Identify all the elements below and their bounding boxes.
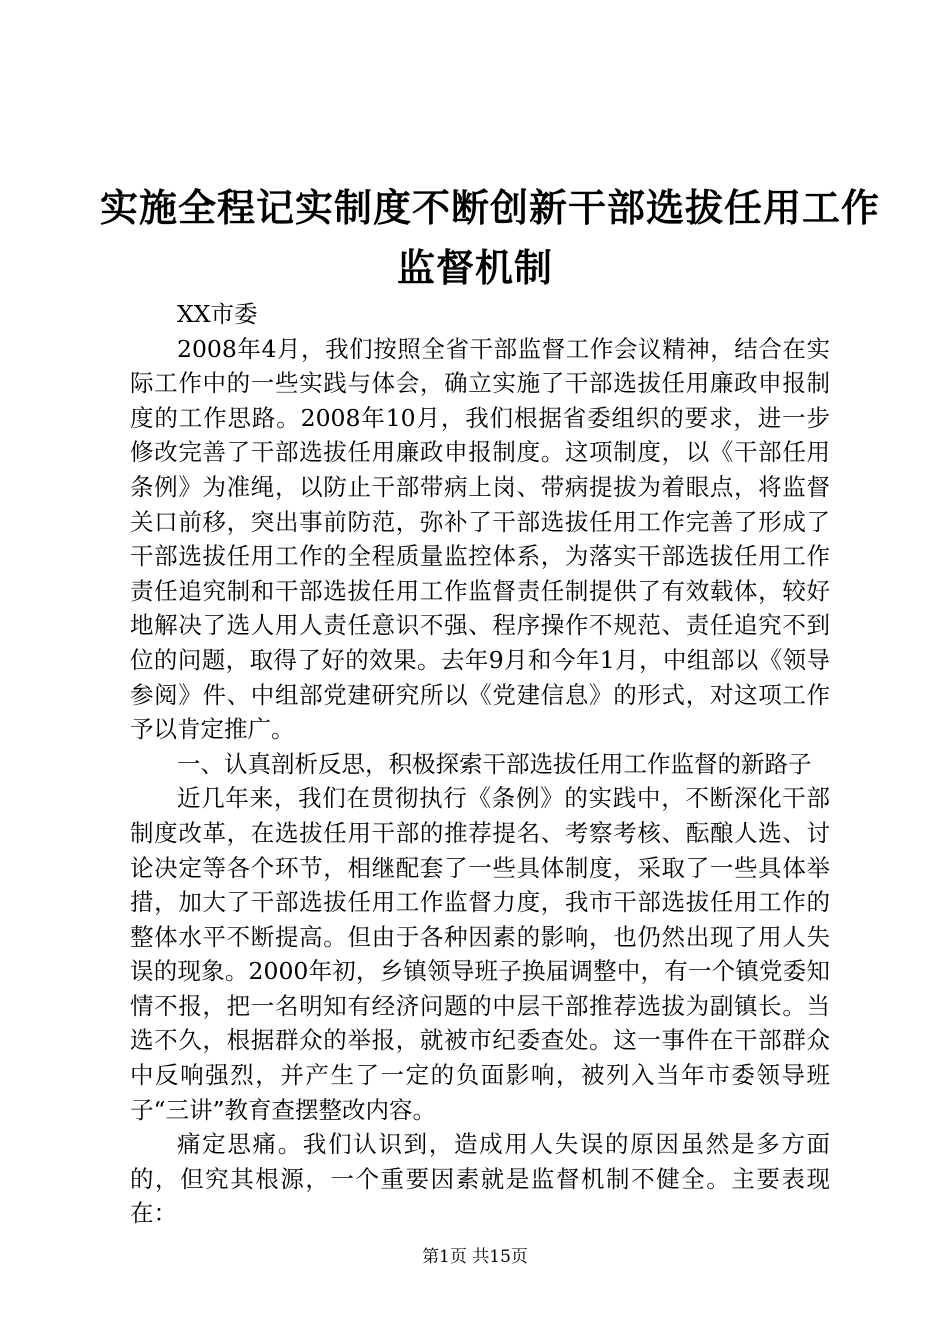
page-footer: 第1页 共15页: [422, 1247, 528, 1267]
paragraph-1: 2008年4月，我们按照全省干部监督工作会议精神，结合在实际工作中的一些实践与体会，确立实施了干部选拔任用廉政申报制度的工作思路。2008年10月，我们根据省委组织的要求，进一步修改完善了干部选拔任用廉政申报制度。这项制度，以《干部任用条例》为准绳，以防止干部带病上岗、带病提拔为着眼点，将监督关口前移，突出事前防范，弥补了干部选拔任用工作完善了形成了干部选拔任用工作的全程质量监控体系，为落实干部选拔任用工作责任追究制和干部选拔任用工作监督责任制提供了有效载体，较好地解决了选人用人责任意识不强、程序操作不规范、责任追究不到位的问题，取得了好的效果。去年9月和今年1月，中组部以《领导参阅》件、中组部党建研究所以《党建信息》的形式，对这项工作予以肯定推广。: [130, 334, 830, 744]
document-title-line-1: 实施全程记实制度不断创新干部选拔任用工作: [100, 185, 881, 230]
document-title-line-2: 监督机制: [396, 245, 553, 290]
paragraph-3: 痛定思痛。我们认识到，造成用人失误的原因虽然是多方面的，但究其根源，一个重要因素就是监督机制不健全。主要表现在：: [130, 1130, 830, 1228]
document-body: [130, 297, 830, 1231]
paragraph-2: 近几年来，我们在贯彻执行《条例》的实践中，不断深化干部制度改革，在选拔任用干部的推荐提名、考察考核、酝酿人选、讨论决定等各个环节，相继配套了一些具体制度，采取了一些具体举措，加大了干部选拔任用工作监督力度，我市干部选拔任用工作的整体水平不断提高。但由于各种因素的影响，也仍然出现了用人失误的现象。2000年初，乡镇领导班子换届调整中，有一个镇党委知情不报，把一名明知有经济问题的中层干部推荐选拔为副镇长。当选不久，根据群众的举报，就被市纪委查处。这一事件在干部群众中反响强烈，并产生了一定的负面影响，被列入当年市委领导班子“三讲”教育查摆整改内容。: [130, 784, 830, 1124]
author-line: XX市委: [177, 300, 258, 328]
section-heading-1: 一、认真剖析反思，积极探索干部选拔任用工作监督的新路子: [177, 749, 812, 778]
